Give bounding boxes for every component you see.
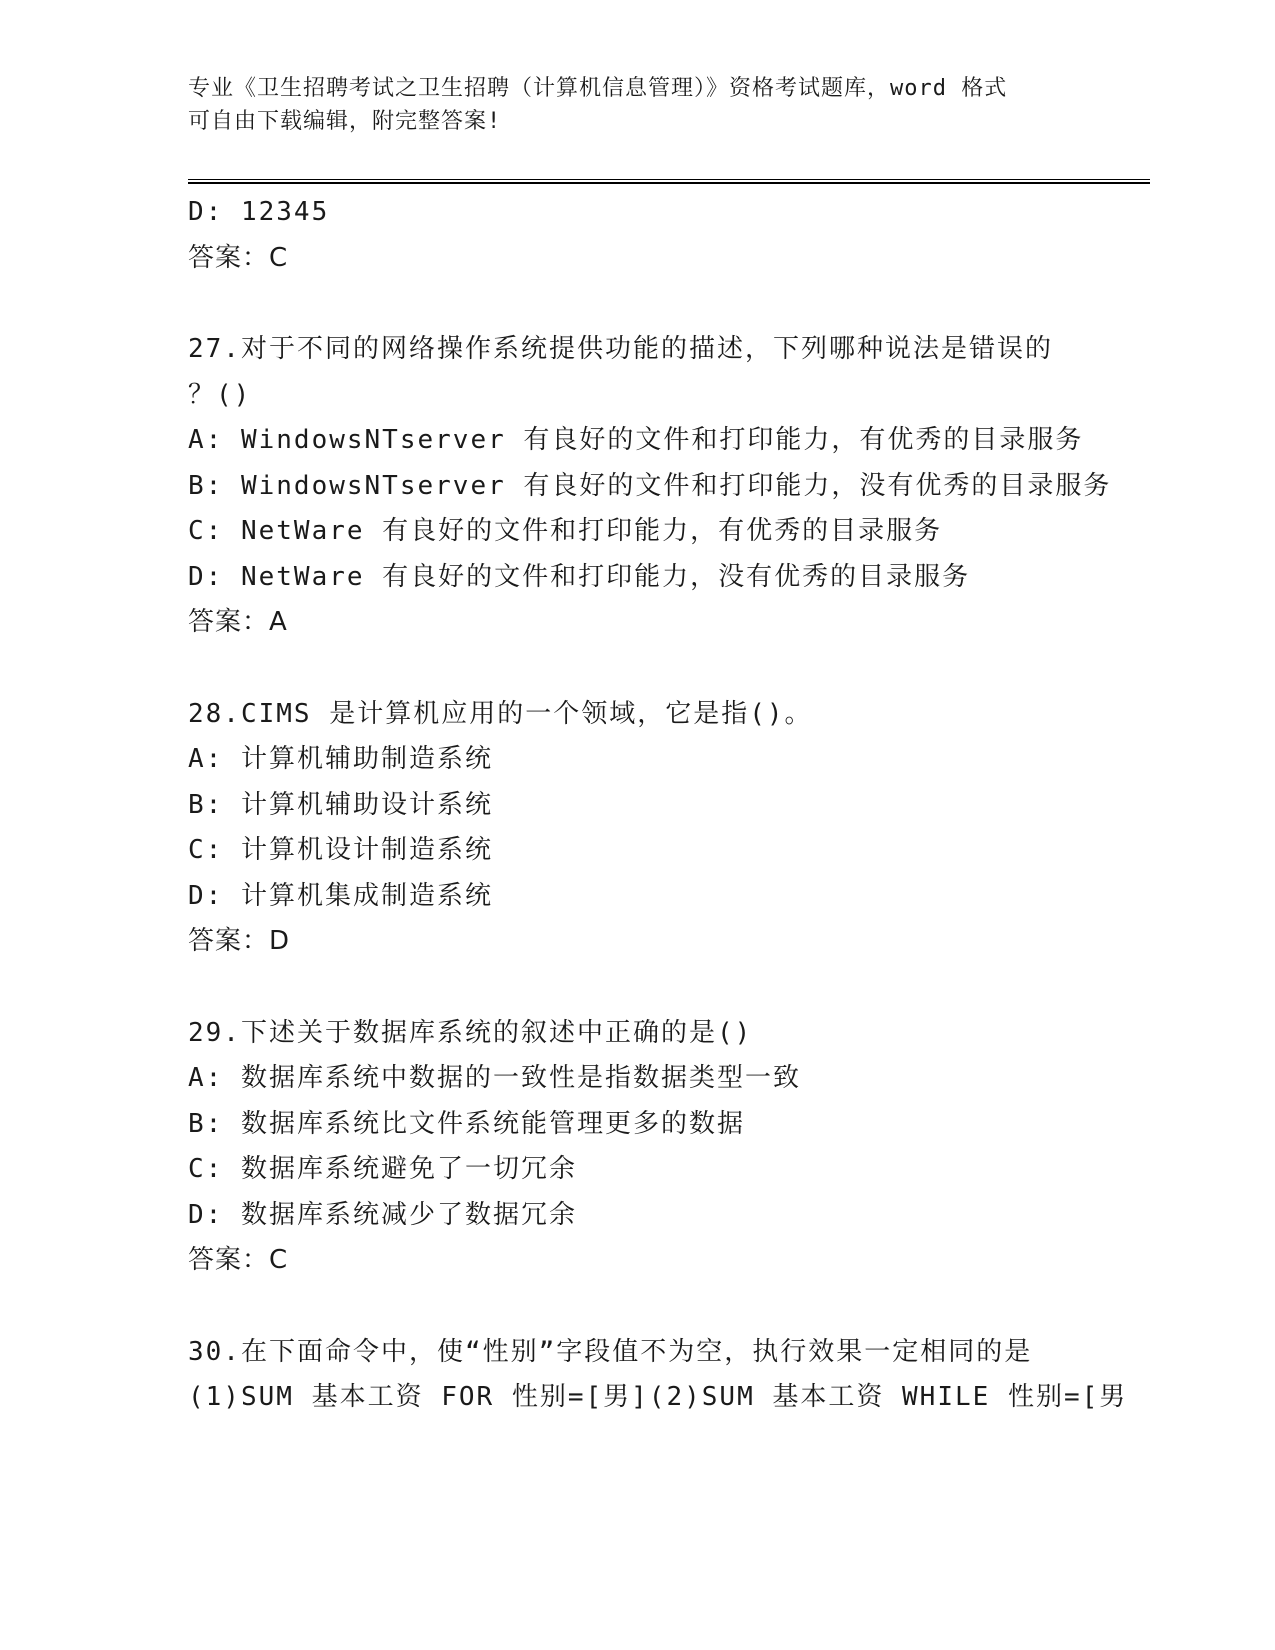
question-30 (188, 1330, 1128, 1421)
question-29 (188, 1011, 1088, 1284)
q29-option-c: C: 数据库系统避免了一切冗余 (188, 1154, 577, 1184)
header-divider-thin (188, 179, 1150, 180)
question-28 (188, 692, 1088, 965)
q28-option-d: D: 计算机集成制造系统 (188, 880, 493, 911)
q28-option-c: C: 计算机设计制造系统 (188, 835, 493, 865)
question-spacer (188, 965, 1088, 1011)
q28-option-b: B: 计算机辅助设计系统 (188, 789, 493, 820)
question-spacer (188, 281, 1088, 327)
header-line-1: 专业《卫生招聘考试之卫生招聘（计算机信息管理）》资格考试题库，word 格式 (188, 76, 1008, 101)
q28-option-a: A: 计算机辅助制造系统 (188, 744, 493, 774)
q29-option-d: D: 数据库系统减少了数据冗余 (188, 1199, 577, 1230)
q26-option-d: D: 12345 (188, 197, 330, 227)
q28-answer: 答案：D (188, 926, 291, 956)
q27-stem-line-2: ？() (188, 379, 252, 410)
document-header (188, 72, 1088, 138)
q29-stem: 29.下述关于数据库系统的叙述中正确的是() (188, 1017, 753, 1048)
q27-option-d: D: NetWare 有良好的文件和打印能力，没有优秀的目录服务 (188, 561, 971, 592)
header-divider-thick (188, 182, 1150, 184)
q27-stem-line-1: 27.对于不同的网络操作系统提供功能的描述，下列哪种说法是错误的 (188, 334, 1053, 364)
q29-answer: 答案：C (188, 1245, 289, 1275)
q28-stem: 28.CIMS 是计算机应用的一个领域，它是指()。 (188, 698, 813, 729)
question-spacer (188, 1284, 1088, 1330)
q26-answer: 答案：C (188, 242, 289, 273)
q29-option-b: B: 数据库系统比文件系统能管理更多的数据 (188, 1108, 745, 1139)
q30-stem-line-2: (1)SUM 基本工资 FOR 性别=[男](2)SUM 基本工资 WHILE 性别=[男 (188, 1382, 1128, 1412)
question-27 (188, 327, 1112, 646)
q27-option-b: B: WindowsNTserver 有良好的文件和打印能力，没有优秀的目录服务 (188, 470, 1112, 501)
header-line-2: 可自由下载编辑，附完整答案! (188, 109, 502, 134)
q27-answer: 答案：A (188, 607, 288, 637)
q27-option-a: A: WindowsNTserver 有良好的文件和打印能力，有优秀的目录服务 (188, 425, 1084, 455)
question-spacer (188, 646, 1088, 692)
q29-option-a: A: 数据库系统中数据的一致性是指数据类型一致 (188, 1063, 801, 1093)
document-body (188, 190, 1128, 1421)
q27-option-c: C: NetWare 有良好的文件和打印能力，有优秀的目录服务 (188, 516, 943, 546)
q30-stem-line-1: 30.在下面命令中，使“性别”字段值不为空，执行效果一定相同的是 (188, 1336, 1033, 1367)
